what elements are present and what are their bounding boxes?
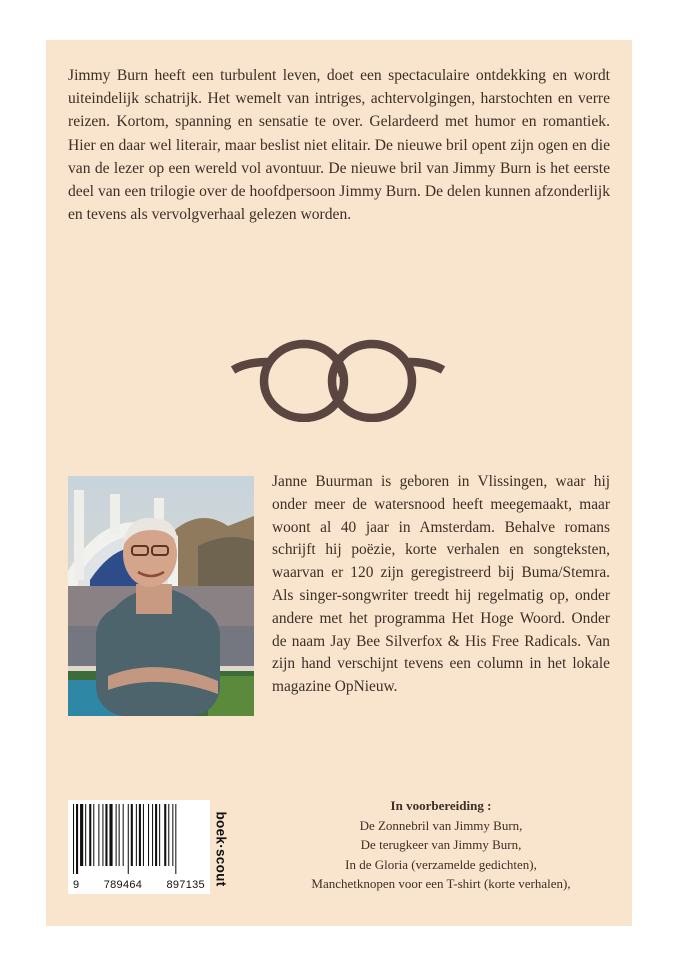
publisher-name: boek·scout <box>213 811 229 887</box>
author-photo <box>68 476 254 716</box>
author-bio: Janne Buurman is geboren in Vlissingen, waar hij onder meer de watersnood heeft meegemaakt, maar woont al 40 jaar in Amsterdam. Behalve romans schrijft hij poëzie, korte verhalen en songteksten, waarvan er 120 zijn geregistreerd bij Buma/Stemra. Als singer-songwriter treedt hij regelmatig op, onder andere met het programma Het Hoge Woord. Onder de naam Jay Bee Silverfox & His Free Radicals. Van zijn hand verschijnt tevens een column in het lokale magazine OpNieuw. <box>272 473 610 696</box>
isbn-number <box>68 879 210 891</box>
book-blurb: Jimmy Burn heeft een turbulent leven, doet een spectaculaire ontdekking en wordt uiteindelijk schatrijk. Het wemelt van intriges, achtervolgingen, harstochten en verre reizen. Kortom, spanning en sensatie te over. Gelardeerd met humor en romantiek. Hier en daar wel literair, maar beslist niet elitair. De nieuwe bril opent zijn ogen en die van de lezer op een wereld vol avontuur. De nieuwe bril van Jimmy Burn is het eerste deel van een trilogie over de hoofdpersoon Jimmy Burn. De delen kunnen afzonderlijk en tevens als vervolgverhaal gelezen worden. <box>68 67 610 224</box>
book-back-cover <box>46 40 632 926</box>
isbn-group-2: 897135 <box>166 879 205 891</box>
in-preparation-title: In voorbereiding : <box>390 798 492 813</box>
isbn-barcode <box>68 800 210 894</box>
upcoming-title: De Zonnebril van Jimmy Burn, <box>359 817 523 833</box>
isbn-group-1: 789464 <box>103 879 143 891</box>
isbn-prefix: 9 <box>73 879 80 891</box>
upcoming-title: In de Gloria (verzamelde gedichten), <box>345 856 537 872</box>
glasses-icon <box>229 338 447 422</box>
in-preparation-list <box>272 796 610 894</box>
upcoming-title: Manchetknopen voor een T-shirt (korte verhalen), <box>311 876 571 892</box>
barcode-bars <box>73 804 205 874</box>
publisher-logo <box>212 802 230 896</box>
upcoming-title: De terugkeer van Jimmy Burn, <box>360 837 522 853</box>
